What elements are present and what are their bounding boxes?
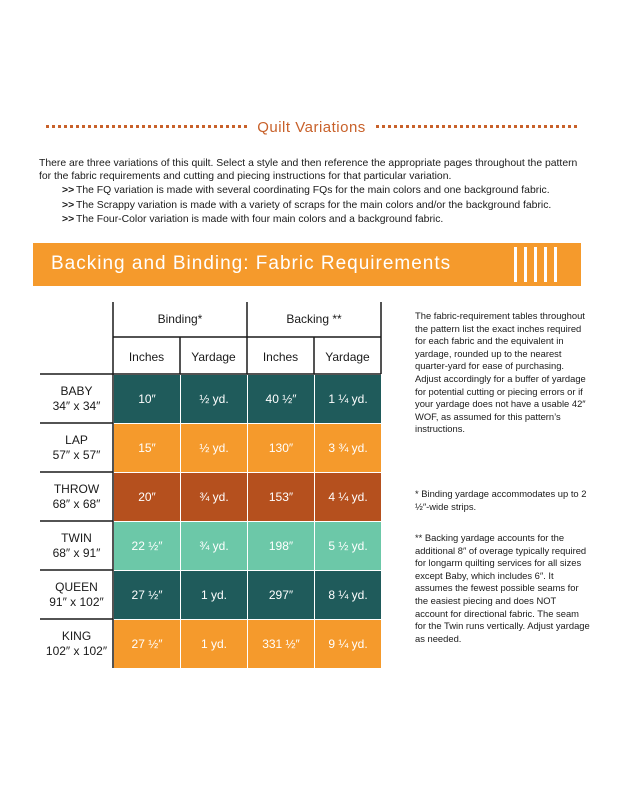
subheader-backing-inches: Inches [262,350,299,364]
row-label-throw [40,482,113,512]
table-cell: 198″ [248,522,314,570]
row-label-king [40,629,113,659]
notes-main: The fabric-requirement tables throughout the pattern list the exact inches required for each fabric and the equivalent in yardage, rounded up to the nearest quarter-yard for ease of purchasing. Adjust accordingly for a buffer of yardage for potential cutting or piecing errors or if your yardage does not have a usable 42″ WOF, as assumed for this pattern’s instructions. [415,310,586,435]
row-name: TWIN [61,531,92,545]
row-name: BABY [60,384,93,398]
table-cell: 1 yd. [181,571,247,619]
row-name: THROW [53,482,100,496]
variations-intro: There are three variations of this quilt. Select a style and then reference the appropriate pages throughout the pattern for the fabric requirements and cutting and piecing instructions for that particular variation. [39,158,578,182]
table-cell: 8 ¼ yd. [315,571,381,619]
notes-backing: ** Backing yardage accounts for the additional 8″ of overage typically required for longarm quilting services for all sizes except Baby, which includes 6″. It assumes the fewest possible seams for the easiest piecing and does NOT account for directional fabric. The seam for the Twin runs vertically. Adjust yardage as needed. [415,532,590,644]
table-cell: 15″ [114,424,180,472]
bullet-text: The Four-Color variation is made with four main colors and a background fabric. [76,214,444,225]
table-cell: ¾ yd. [181,522,247,570]
table-cell: 1 ¼ yd. [315,375,381,423]
subheader-binding-yardage: Yardage [191,350,236,364]
notes-binding: * Binding yardage accommodates up to 2 ½″-wide strips. [415,488,587,512]
row-label-baby [40,384,113,414]
row-size: 91″ x 102″ [49,595,104,609]
row-name: LAP [65,433,88,447]
table-cell: 130″ [248,424,314,472]
table-cell: 22 ½″ [114,522,180,570]
table-cell: 153″ [248,473,314,521]
row-size: 68″ x 91″ [52,546,101,560]
subheader-binding-inches: Inches [128,350,165,364]
table-cell: 20″ [114,473,180,521]
table-cell: ½ yd. [181,375,247,423]
bullet-text: The FQ variation is made with several coordinating FQs for the main colors and one background fabric. [76,185,550,196]
table-cell: 40 ½″ [248,375,314,423]
table-cell: 10″ [114,375,180,423]
variations-title: Quilt Variations [257,119,366,136]
table-cell: 3 ¾ yd. [315,424,381,472]
row-label-queen [40,580,113,610]
table-cell: 331 ½″ [248,620,314,668]
table-cell: 27 ½″ [114,571,180,619]
header-binding: Binding* [157,312,203,326]
bullet-icon: >> [62,199,75,211]
row-size: 34″ x 34″ [52,399,101,413]
row-label-lap [40,433,113,463]
header-backing: Backing ** [286,312,342,326]
table-cell: 27 ½″ [114,620,180,668]
row-label-twin [40,531,113,561]
subheader-backing-yardage: Yardage [325,350,370,364]
row-name: KING [61,629,92,643]
table-cell: 1 yd. [181,620,247,668]
table-cell: ½ yd. [181,424,247,472]
table-cell: 5 ½ yd. [315,522,381,570]
table-cell: ¾ yd. [181,473,247,521]
row-size: 102″ x 102″ [45,644,108,658]
table-cell: 9 ¼ yd. [315,620,381,668]
bullet-text: The Scrappy variation is made with a variety of scraps for the main colors and/or the background fabric. [76,199,552,211]
table-cell: 4 ¼ yd. [315,473,381,521]
row-name: QUEEN [55,580,98,594]
row-size: 68″ x 68″ [52,497,101,511]
table-cell: 297″ [248,571,314,619]
bullet-icon: >> [62,214,75,225]
banner-title: Backing and Binding: Fabric Requirements [51,253,452,274]
bullet-icon: >> [62,185,75,196]
row-size: 57″ x 57″ [52,448,101,462]
